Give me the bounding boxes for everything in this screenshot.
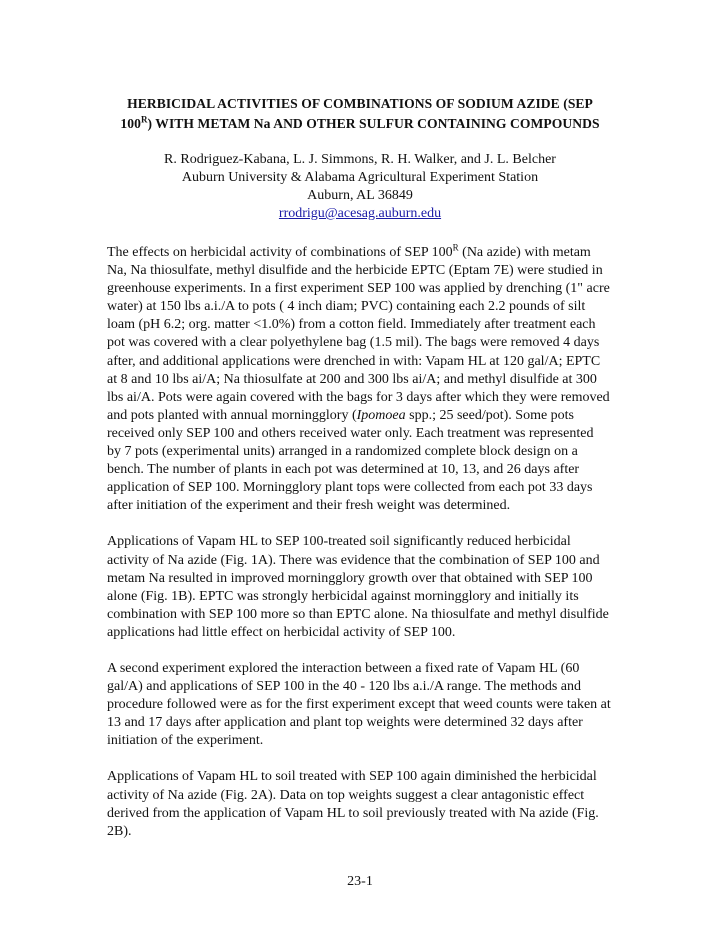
paragraph-line: 13 and 17 days after application and plant top weights were determined 32 days after bbox=[107, 715, 583, 731]
paragraph-line: Applications of Vapam HL to SEP 100-treated soil significantly reduced herbicidal bbox=[107, 534, 571, 550]
author-names: R. Rodriguez-Kabana, L. J. Simmons, R. H. Walker, and J. L. Belcher bbox=[164, 152, 556, 167]
paragraph-line: procedure followed were as for the first experiment except that weed counts were taken at bbox=[107, 697, 611, 713]
registered-superscript: R bbox=[140, 114, 148, 125]
title-line-2-rest: ) WITH METAM Na AND OTHER SULFUR CONTAINING COMPOUNDS bbox=[147, 116, 600, 131]
paragraph-line: Applications of Vapam HL to soil treated with SEP 100 again diminished the herbicidal bbox=[107, 769, 597, 785]
paragraph-4 bbox=[107, 768, 617, 840]
author-location: Auburn, AL 36849 bbox=[307, 188, 413, 203]
author-block bbox=[90, 151, 630, 223]
paragraph-line: greenhouse experiments. In a first experiment SEP 100 was applied by drenching (1" acre bbox=[107, 281, 610, 297]
paragraph-line bbox=[107, 407, 617, 425]
paragraph-line: initiation of the experiment. bbox=[107, 733, 264, 749]
paragraph-line: water) at 150 lbs a.i./A to pots ( 4 inch diam; PVC) containing each 2.2 pounds of silt bbox=[107, 299, 586, 315]
paragraph-line: application of SEP 100. Morningglory plant tops were collected from each pot 33 days bbox=[107, 480, 593, 496]
paragraph-line: alone (Fig. 1B). EPTC was strongly herbicidal against morningglory and initially its bbox=[107, 588, 579, 604]
paragraph-line: after, and additional applications were drenched in with: Vapam HL at 120 gal/A; EPTC bbox=[107, 353, 601, 369]
paragraph-line: after initiation of the experiment and their fresh weight was determined. bbox=[107, 498, 511, 514]
paragraph-line: A second experiment explored the interaction between a fixed rate of Vapam HL (60 bbox=[107, 660, 580, 676]
paragraph-1 bbox=[107, 244, 617, 515]
registered-superscript: R bbox=[452, 242, 459, 253]
author-institution: Auburn University & Alabama Agricultural Experiment Station bbox=[181, 170, 539, 185]
paragraph-line: 2B). bbox=[107, 823, 132, 839]
paragraph-line: Na, Na thiosulfate, methyl disulfide and the herbicide EPTC (Eptam 7E) were studied in bbox=[107, 263, 603, 279]
paragraph-line: lbs ai/A. Pots were again covered with the bags for 3 days after which they were removed bbox=[107, 389, 610, 405]
paragraph-line: activity of Na azide (Fig. 1A). There was evidence that the combination of SEP 100 and bbox=[107, 552, 600, 568]
page-number: 23-1 bbox=[347, 874, 373, 889]
paragraph-2 bbox=[107, 533, 617, 642]
paragraph-line: activity of Na azide (Fig. 2A). Data on top weights suggest a clear antagonistic effect bbox=[107, 787, 585, 803]
species-name-italic: Ipomoea bbox=[356, 407, 406, 423]
paragraph-line: derived from the application of Vapam HL to soil previously treated with Na azide (Fig. bbox=[107, 805, 599, 821]
paragraph-line: bench. The number of plants in each pot was determined at 10, 13, and 26 days after bbox=[107, 462, 580, 478]
paragraph-line: applications had little effect on herbicidal activity of SEP 100. bbox=[107, 624, 456, 640]
document-body bbox=[107, 244, 617, 859]
title-line-2 bbox=[90, 114, 630, 134]
paragraph-line: received only SEP 100 and others received water only. Each treatment was represented bbox=[107, 425, 594, 441]
author-email-link[interactable]: rrodrigu@acesag.auburn.edu bbox=[278, 206, 442, 221]
line-text: (Na azide) with metam bbox=[458, 245, 591, 260]
document-title bbox=[90, 94, 630, 134]
paragraph-line: metam Na resulted in improved morningglory growth over that obtained with SEP 100 bbox=[107, 570, 593, 586]
paragraph-line: by 7 pots (experimental units) arranged in a randomized complete block design on a bbox=[107, 444, 578, 460]
paragraph-3 bbox=[107, 660, 617, 750]
line-text: The effects on herbicidal activity of combinations of SEP 100 bbox=[107, 245, 453, 260]
paragraph-line: loam (pH 6.2; org. matter <1.0%) from a cotton field. Immediately after treatment each bbox=[107, 317, 596, 333]
paragraph-line: pot was covered with a clear polyethylene bag (1.5 mil). The bags were removed 4 days bbox=[107, 335, 600, 351]
title-line-1: HERBICIDAL ACTIVITIES OF COMBINATIONS OF SODIUM AZIDE (SEP bbox=[127, 96, 593, 111]
title-line-2-prefix: 100 bbox=[120, 116, 141, 131]
paragraph-line bbox=[107, 244, 617, 262]
line-text: and pots planted with annual morningglory ( bbox=[107, 407, 357, 423]
paragraph-line: combination with SEP 100 more so than EPTC alone. Na thiosulfate and methyl disulfide bbox=[107, 606, 609, 622]
paragraph-line: gal/A) and applications of SEP 100 in the 40 - 120 lbs a.i./A range. The methods and bbox=[107, 679, 581, 695]
paragraph-line: at 8 and 10 lbs ai/A; Na thiosulfate at 200 and 300 lbs ai/A; and methyl disulfide at 300 bbox=[107, 371, 597, 387]
line-text: spp.; 25 seed/pot). Some pots bbox=[405, 407, 575, 423]
